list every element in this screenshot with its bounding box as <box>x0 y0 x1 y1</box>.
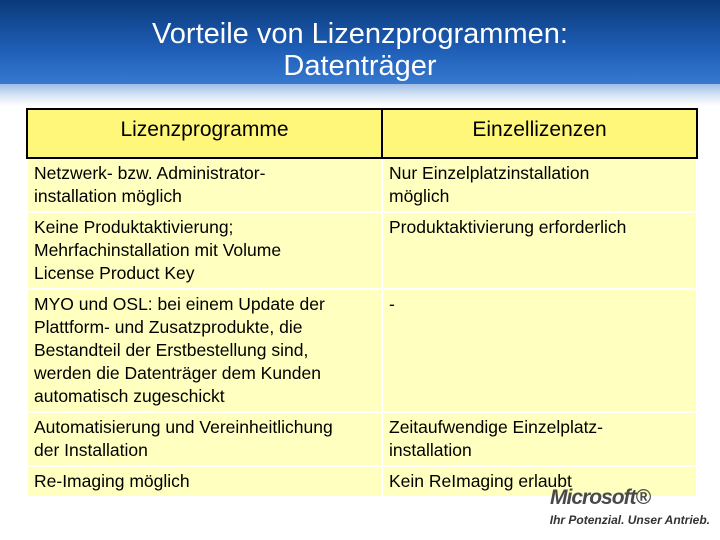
cell-line: Re-Imaging möglich <box>34 471 190 491</box>
cell-line: automatisch zugeschickt <box>34 386 225 406</box>
header-lizenzprogramme: Lizenzprogramme <box>27 109 382 158</box>
cell-line: installation <box>389 440 472 460</box>
cell-line: Bestandteil der Erstbestellung sind, <box>34 340 309 360</box>
cell-line: Nur Einzelplatzinstallation <box>389 163 590 183</box>
cell-line: Produktaktivierung erforderlich <box>389 217 627 237</box>
table-row <box>27 412 697 466</box>
table-cell-left <box>27 412 382 466</box>
microsoft-branding <box>530 486 710 532</box>
cell-line: Plattform- und Zusatzprodukte, die <box>34 317 303 337</box>
cell-line: - <box>389 294 395 314</box>
table-cell-left <box>27 212 382 289</box>
table-cell-right <box>382 212 697 289</box>
slide-title-line-1: Vorteile von Lizenzprogrammen: <box>152 18 568 50</box>
table-cell-right <box>382 158 697 212</box>
microsoft-logo: Microsoft® <box>550 486 650 509</box>
comparison-table <box>26 108 698 498</box>
slide-title-line-2: Datenträger <box>283 50 437 82</box>
header-einzellizenzen: Einzellizenzen <box>382 109 697 158</box>
table-cell-left <box>27 466 382 497</box>
table-cell-right <box>382 412 697 466</box>
table-cell-left <box>27 158 382 212</box>
table-row <box>27 212 697 289</box>
cell-line: License Product Key <box>34 263 195 283</box>
cell-line: Mehrfachinstallation mit Volume <box>34 240 282 260</box>
cell-line: Keine Produktaktivierung; <box>34 217 234 237</box>
cell-line: MYO und OSL: bei einem Update der <box>34 294 325 314</box>
cell-line: Zeitaufwendige Einzelplatz- <box>389 417 604 437</box>
table-cell-right <box>382 289 697 412</box>
cell-line: möglich <box>389 186 450 206</box>
title-banner-glow <box>0 84 720 106</box>
table-cell-left <box>27 289 382 412</box>
table-header-row <box>27 109 697 158</box>
cell-line: Automatisierung und Vereinheitlichung <box>34 417 333 437</box>
table-row <box>27 289 697 412</box>
cell-line: Kein ReImaging erlaubt <box>389 471 572 491</box>
cell-line: werden die Datenträger dem Kunden <box>34 363 321 383</box>
cell-line: der Installation <box>34 440 148 460</box>
cell-line: Netzwerk- bzw. Administrator- <box>34 163 266 183</box>
slide-title <box>0 18 720 82</box>
cell-line: installation möglich <box>34 186 182 206</box>
table-row <box>27 158 697 212</box>
brand-slogan: Ihr Potenzial. Unser Antrieb. <box>549 513 710 527</box>
